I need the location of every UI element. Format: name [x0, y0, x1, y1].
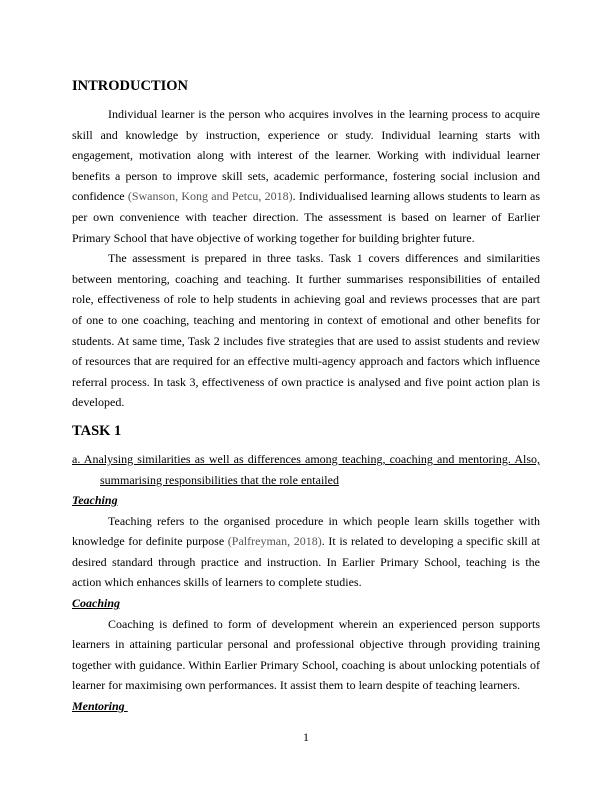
teaching-text-b: . It is related to developing a specific skill at desired standard through practice and instruction. In Earlier Primary School, teaching is the action which enhances skills of learners to complete studies. [72, 534, 540, 590]
teaching-label: Teaching [72, 493, 118, 508]
task1-subheading: a. Analysing similarities as well as differences among teaching, coaching and mentoring. Also, summarising responsibilities that the role entailed [72, 451, 540, 487]
intro-p1-text-b: . Individualised learning allows students to learn as per own convenience with teacher direction. The assessment is based on learner of Earlier Primary School that have objective of working together for building brighter future. [72, 189, 541, 245]
teaching-text-a: Teaching refers to the organised procedure in which people learn skills together with knowledge for definite purpose [72, 513, 540, 549]
introduction-heading: INTRODUCTION [72, 78, 189, 94]
citation-palfreyman: (Palfreyman, 2018) [227, 534, 322, 549]
mentoring-label: Mentoring [72, 699, 128, 714]
page-number: 1 [303, 730, 309, 744]
coaching-paragraph: Coaching is defined to form of development wherein an experienced person supports learners in attaining particular personal and professional objective through providing training together with guidance. Within Earlier Primary School, coaching is about unlocking potentials of learner for maximising own performances. It assist them to learn despite of teaching learners. [72, 616, 540, 693]
introduction-paragraph-1 [72, 104, 540, 248]
teaching-paragraph [72, 511, 540, 593]
intro-p1-text-a: Individual learner is the person who acquires involves in the learning process to acquire skill and knowledge by instruction, experience or study. Individual learning starts with engagement, motivation along with interest of the learner. Working with individual learner benefits a person to improve skill sets, academic performance, fostering social inclusion and confidence [72, 107, 540, 204]
task1-heading: TASK 1 [72, 422, 122, 439]
page-content [72, 76, 540, 717]
coaching-label: Coaching [72, 596, 121, 611]
citation-swanson: (Swanson, Kong and Petcu, 2018) [127, 189, 293, 204]
introduction-paragraph-2: The assessment is prepared in three tasks. Task 1 covers differences and similarities between mentoring, coaching and teaching. It further summarises responsibilities of entailed role, effectiveness of role to help students in achieving goal and reviews processes that are part of one to one coaching, teaching and mentoring in context of emotional and other benefits for students. At same time, Task 2 includes five strategies that are used to assist students and review of resources that are required for an effective multi-agency approach and factors which influence referral process. In task 3, effectiveness of own practice is analysed and five point action plan is developed. [72, 251, 540, 410]
